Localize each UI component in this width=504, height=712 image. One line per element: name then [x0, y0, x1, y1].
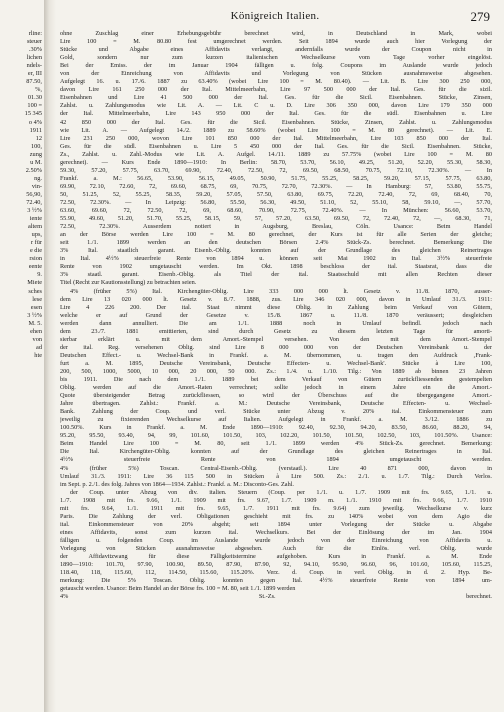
text-line: 4% (früher 5%) Toscan. Central-Eisenb.-Oblig. (verstaatl.). Lire 40 871 000, davon in — [60, 464, 492, 472]
text-line: Eisenbahnen und Lire 41 500 000 der Ital. Ges. für die Sicil. Eisenbahnen. Stücke, Zinsen, — [60, 94, 492, 102]
text-line: 95.20, 95.50, 93.40, 94, 99, 101.60, 101.50, 103, 102.20, 101.50, 101.50, 102.50, 103, 101.50%. Usance: — [60, 432, 492, 440]
body-text-column — [60, 30, 492, 702]
text-line: 72.50, 72.30%. Ausserdem notiert in Augsburg, Breslau, Cöln. Usance: Beim Handel — [60, 223, 492, 231]
margin-fragment: u M. — [30, 158, 42, 166]
margin-fragment: 56,90, — [26, 190, 42, 198]
text-line: 69.90, 72.10, 72.60, 72, 69.60, 68.75, 69, 70.75, 72.70, 72.30%. — In Hamburg: 57, 53.80, 55.75, — [60, 182, 492, 190]
text-line: 200, 500, 1000, 5000, 10 000, 20 000, 50 000. Zs.: 1./4. u. 1./10. Tilg.: Von 1889 ab binnen 23 Jahren — [60, 367, 492, 375]
text-line: an der Börse werden Lire 100 = M. 80 gerechnet, der Kurs ist für alle Serien der gleiche; — [60, 231, 492, 239]
text-line: Oblig. werden auf die Amort.-Raten verrechnet; sollte jedoch in einem Jahre ein die Amort.- — [60, 384, 492, 392]
margin-fragment: 3 ½% — [27, 207, 42, 215]
text-line: Bank. Zahlung der Coup. und verl. Stücke unter Abzug v. 20% ital. Einkommensteuer zum — [60, 408, 492, 416]
text-line: Zahlst. u. Zahlungsmodus wie Lit. A. — Lit. C u. D. Lire 306 350 000, davon Lire 179 350 000 — [60, 102, 492, 110]
text-line: Die Ital. Kirchengüter-Oblig. konnten auf der Grundlage des gleichen Reinertrages in Ital. — [60, 448, 492, 456]
text-line: mit frs. 9.64, 1./1. 1911 mit frs. 9.65, 1./7. 1911 mit frs. 9.64) zum jeweilig. Wechselkurse v. kurz — [60, 504, 492, 512]
margin-fragment: Miete — [27, 279, 42, 287]
text-line: Lire 4 226 200. Der ital. Staat nimmt diese Oblig. in Zahlung beim Verkauf von Gütern, — [60, 303, 492, 311]
text-line: Stücke und Abgabe eines Affidavits verlangt, andernfalls wurde der Coupon nicht in — [60, 46, 492, 54]
margin-fragment: 100 = — [27, 102, 42, 110]
text-line: getauscht werden. Usance: Beim Handel an der Börse frs. 100 = M. 80, seit 1./1. 1899 werden — [60, 585, 296, 593]
margin-fragment: hte — [34, 351, 42, 359]
margin-fragment: esen — [30, 303, 42, 311]
text-line: 118.40, 118, 115.60, 112, 114.50, 115.60, 115.20%. Verz. d. Coup. in verl. Oblig. in d. 2. Hyp. Be- — [60, 569, 492, 577]
margin-fragment: 9. — [37, 271, 42, 279]
margin-fragment: o 4% — [28, 118, 42, 126]
text-line: Zs., Zahlst. u. Zahl.-Modus wie Lit. A. Aufgel. 14./11. 1889 zu 57.75% (wobei Lire 100 = M. 80 — [60, 150, 492, 158]
margin-fragment: 1911 — [29, 126, 42, 134]
text-line: 4½% steuerfreie Rente von 1894 umgetauscht werden. — [60, 456, 492, 464]
margin-fragment: ups, — [31, 231, 42, 239]
text-line: Paris. Die Zahlung der verl. Obligationen geschieht mit frs. zu 140% wobei von dem Agio die — [60, 512, 492, 520]
page-number: 279 — [470, 9, 490, 24]
text-line: 4% St.-Zs. berechnet. — [60, 593, 492, 601]
text-line: Jahre übertragen. Zahlst.: Frankf. a. M.: Deutsche Vereinsbank, Deutsche Effecten- u. Wechsel- — [60, 400, 492, 408]
margin-fragment: 87.50, — [26, 78, 42, 86]
text-line: 100.50%. Kurs in Frankf. a. M. Ende 1890—1910: 92.40, 92.30, 94.20, 83.50, 86.60, 88.20, 94, — [60, 424, 492, 432]
book-gutter-shadow — [44, 0, 56, 712]
margin-fragment: sches — [28, 287, 42, 295]
text-line: Vorlegung von Stücken ausnahmsweise abgesehen. Auch für die Einlös. verl. Oblig. wurde — [60, 545, 492, 552]
margin-fragment: ad — [36, 343, 42, 351]
text-line: Titel (Recht zur Kautionsstellung) zu betrachten seien. — [60, 279, 197, 287]
text-line: dem Lire 13 020 000 lt. Gesetz v. 8./7. 1888, zus. Lire 346 020 000, davon in Umlauf 31./3. 1911: — [60, 295, 492, 303]
margin-fragment: 72.40, — [26, 198, 42, 206]
margin-fragment: altem — [28, 223, 42, 231]
margin-fragment: e die — [29, 247, 42, 255]
text-line: fälligen u. folgenden Coup. im Auslande wurde jedoch von der Einreichung von Affidavits u. — [60, 536, 492, 544]
text-line: sierbar erklärt u. mit dem Amort.-Stempel versehen. Von den mit dem Amort.-Stempel — [60, 335, 492, 343]
text-line: 59.30, 57.20, 57.75, 63.70, 69.90, 72.40, 72.50, 72, 69.50, 68.50, 70.75, 72.10, 72.30%. — In — [60, 166, 492, 174]
margin-fragment: 2.50% — [25, 166, 42, 174]
margin-fragment: vin- — [31, 182, 42, 190]
text-line: Ges. für die südl. Eisenbahnen u. Lire 5 450 000 der Ital. Ges. für die Sicil. Eisenbahnen. Stücke, — [60, 142, 492, 150]
running-title: Königreich Italien. — [230, 10, 320, 22]
text-line: merkung: Die 5% Toscan. Oblig. konnten gegen Ital. 4½% steuerfreie Rente von 1894 um- — [60, 577, 492, 585]
text-line: der Coup. unter Abzug von div. italien. Steuern (Coup. per 1./1. u. 1./7. 1909 mit frs. 9.65, 1./1. u. — [70, 488, 492, 496]
margin-fragment: 100, — [30, 142, 42, 150]
margin-fragment: 15 345 — [24, 110, 42, 118]
text-line: in Ital. 4½% steuerfreie Rente von 1894 u. können seit Mai 1902 in Ital. 3½% steuerfreie — [60, 255, 492, 263]
text-line: dem 23./7. 1881 emittierten, sind durch Gesetz zu diesem letzten Tage für amorti- — [60, 327, 492, 335]
margin-fragment: 01.30 — [27, 94, 42, 102]
margin-fragment: von — [32, 335, 42, 343]
margin-fragment: eente — [28, 263, 42, 271]
text-line: Aufgelegt 16. u. 17./6. 1887 zu 63.40% (wobei Lire 100 = M. 80.40). — Lit. B. Lire 300 250 000, — [60, 78, 492, 86]
text-line: 50, 51.25, 52, 55.25, 58.35, 59.20, 57.05, 57.50, 63.80, 69.75, 72.20, 72.40, 72, 69, 68.40, 70, — [60, 190, 492, 198]
text-line: welche er auf Grund der Gesetze v. 15./8. 1867 u. 11./8. 1870 veräussert; desgleichen — [60, 311, 492, 319]
text-line: Umlauf 31./3. 1911: Lire 36 115 500 in Stücken à Lire 500. Zs.: 2./1. u. 1./7. Tilg.: Durch Verlos. — [60, 472, 492, 480]
text-line: 63.60, 69.60, 72, 72.50, 72, 69, 68.60, 70.90, 72.75, 72.40%. — In München: 56.60, 53.70, — [60, 207, 492, 215]
text-line: werden dann annulliert. Die am 1./1. 1888 noch in Umlauf befindl. jedoch nach — [60, 319, 492, 327]
text-line: furt a. M. 1895, Deutsche Vereinsbank, Deutsche Effecten- u. Wechsel-Bank'. Stücke à Lire 100, — [60, 359, 492, 367]
text-line: Lire 100 = M. 80.80 fest umgerechnet werden. Seit 1894 wurde auch hier Vorlegung der — [60, 38, 492, 46]
margin-fragment: r für — [30, 239, 42, 247]
margin-fragment: .30% — [28, 46, 42, 54]
text-line: davon Lire 161 250 000 der Ital. Mittelmeerbahn, Lire 97 500 000 der Ital. Ges. für die sizil. — [60, 86, 492, 94]
text-line: der Affidavitzwang für diese Fälligkeitstermine aufgehoben. Kurs in Frankf. a. M. Ende — [60, 553, 492, 561]
margin-fragment: ng. — [34, 174, 42, 182]
text-line: 4% (früher 5%) Ital. Kirchengüter-Oblig. Lire 333 000 000 lt. Gesetz v. 11./8. 1870, ausser- — [70, 287, 492, 295]
text-line: Gold, sondern nur zum kurzen italienischen Wechselkurse vom Tage vorher eingelöst. — [60, 54, 492, 62]
text-line: jeweilig zu fixierenden Wechselkurse auf Italien. Aufgelegt in Frankf. a. M. 3./12. 1886 zu — [60, 416, 492, 424]
margin-fragment: er, III — [27, 70, 42, 78]
text-line: Rente von 1902 umgetauscht werden. Im Okt. 1898 beschloss der ital. Staatsrat, dass die — [60, 263, 492, 271]
text-line: im Sept. p. 2./1. des folg. Jahres von 1864—1934. Zahlst.: Frankf. a. M.: Disconto-Ges. Zahl. — [60, 480, 294, 488]
text-line: ohne Zuschlag einer Erhebungsgebühr berechnet wird, in Deutschland in Mark, wobei — [60, 30, 492, 37]
margin-fragment: ehen — [30, 327, 42, 335]
text-line: 72.50, 72.30%. — In Leipzig: 56.80, 55.50, 56.30, 49.50, 51.10, 52, 55.10, 58, 59.10, —, 57.70, — [60, 198, 492, 206]
text-line: Lire 231 250 000, wovon Lire 101 850 000 der Ital. Mittelmeerbahn, Lire 103 850 000 der Ital. — [60, 134, 492, 142]
margin-fragment: iente — [29, 215, 42, 223]
text-line: der ital. Reg. versehenen Oblig. sind Lire 8 000 000 von der Deutschen Vereinsbank u. der — [60, 343, 492, 351]
margin-fragment: 12 — [35, 134, 42, 142]
text-line: seit 1./1. 1899 werden an den deutschen Börsen 2.4% Stück-Zs. berechnet. Bemerkung: Die — [60, 239, 492, 247]
text-line: Deutschen Effect.- u. Wechsel-Bank in Frankf. a. M. übernommen, u. tragen den Aufdruck ‚Frank- — [60, 351, 492, 359]
text-line: ital. Einkommensteuer von 20% abgeht; seit 1894 unter Vorlegung der Stücke u. Abgabe — [60, 520, 492, 528]
margin-fragment: %, — [35, 86, 42, 94]
margin-fragment: ndels- — [26, 62, 42, 70]
margin-fragment: M. 5. — [28, 319, 42, 327]
text-line: 55.90, 49.60, 51.20, 51.70, 55.25, 58.15, 59, 57, 57.20, 63.50, 69.50, 72, 72.40, 72, —, 68.30, 71, — [60, 215, 492, 223]
margin-fragment: 3 ½% — [27, 311, 42, 319]
text-line: bis 1911. Die nach dem 1./1. 1889 bei dem Verkauf von Gütern zurückfliessenden gestempelten — [60, 376, 492, 384]
text-line: 42 850 000 der Ital. Ges. für die Sicil. Eisenbahnen. Stücke, Zinsen, Zahlst. u. Zahlungsmodus — [60, 118, 492, 126]
text-line: Bei der Emiss. der im Januar 1904 fälligen u. folg. Coupons im Auslande wurde jedoch — [60, 62, 492, 70]
text-line: der Ital. Mittelmeerbahn, Lire 143 950 000 der Ital. Ges. für die südl. Eisenbahnen u. Lire — [60, 110, 492, 118]
margin-fragment: lese — [32, 295, 42, 303]
margin-fragment: lichen — [26, 54, 42, 62]
margin-fragment: zung — [29, 150, 42, 158]
text-line: 1./7. 1908 mit frs. 9.66, 1./1. 1909 mit frs. 9.67, 1./7. 1909 m. 1./1. 1910 mit frs. 9.66, 1./7. 1910 — [60, 496, 492, 504]
text-line: Quote übersteigender Betrag zurückfliessen, so wird der Überschuss auf die übergegangene Amort.- — [60, 392, 492, 400]
text-line: wie Lit. A. — Aufgelegt 14./2. 1889 zu 58.60% (wobei Lire 100 = M. 80 gerechnet). — Lit. E. — [60, 126, 492, 134]
margin-fragment: rline: — [28, 30, 42, 37]
facing-page-margin — [0, 30, 44, 670]
text-line: eines Affidavits, sonst zum kurzen ital. Wechselkurs. Bei der Einlösung der im Jan. 1904 — [60, 528, 492, 536]
margin-fragment: steuer — [26, 38, 42, 46]
text-line: 1890—1910: 101.70, 97.90, 100.90, 89.50, 87.90, 87.90, 92, 94.10, 95.90, 96.60, 96, 101.60, 105.60, 115.25, — [60, 561, 492, 569]
margin-fragment: rsion — [29, 255, 42, 263]
text-line: Frankf. a. M.: 56.65, 53.90, 56.15, 49.05, 50.90, 51.75, 55.25, 58.25, 59.20, 57.15, 57.75, 63.80, — [60, 174, 492, 182]
text-line: gerechnet). — Kurs Ende 1890—1910: In Berlin: 58.70, 53.70, 56.10, 49.25, 51.20, 52.20, 55.30, 58.30, — [60, 158, 492, 166]
text-line: 3% Ital. staatlich garant. Eisenb.-Oblig. konnten auf der Grundlage des gleichen Reinertrages — [60, 247, 492, 255]
page-header — [60, 10, 490, 26]
text-line: von der Einreichung von Affidavits und Vorlegung von Stücken ausnahmsweise abgesehen. — [60, 70, 492, 78]
text-line: 3% staatl. garant. Eisenb.-Oblig. als Titel der ital. Staatsschuld mit allen Rechten dieser — [60, 271, 492, 279]
text-line: Beim Handel Lire 100 = M. 80, seit 1./1. 1899 werden 4% Stück-Zs. gerechnet. Bemerkung: — [60, 440, 492, 448]
